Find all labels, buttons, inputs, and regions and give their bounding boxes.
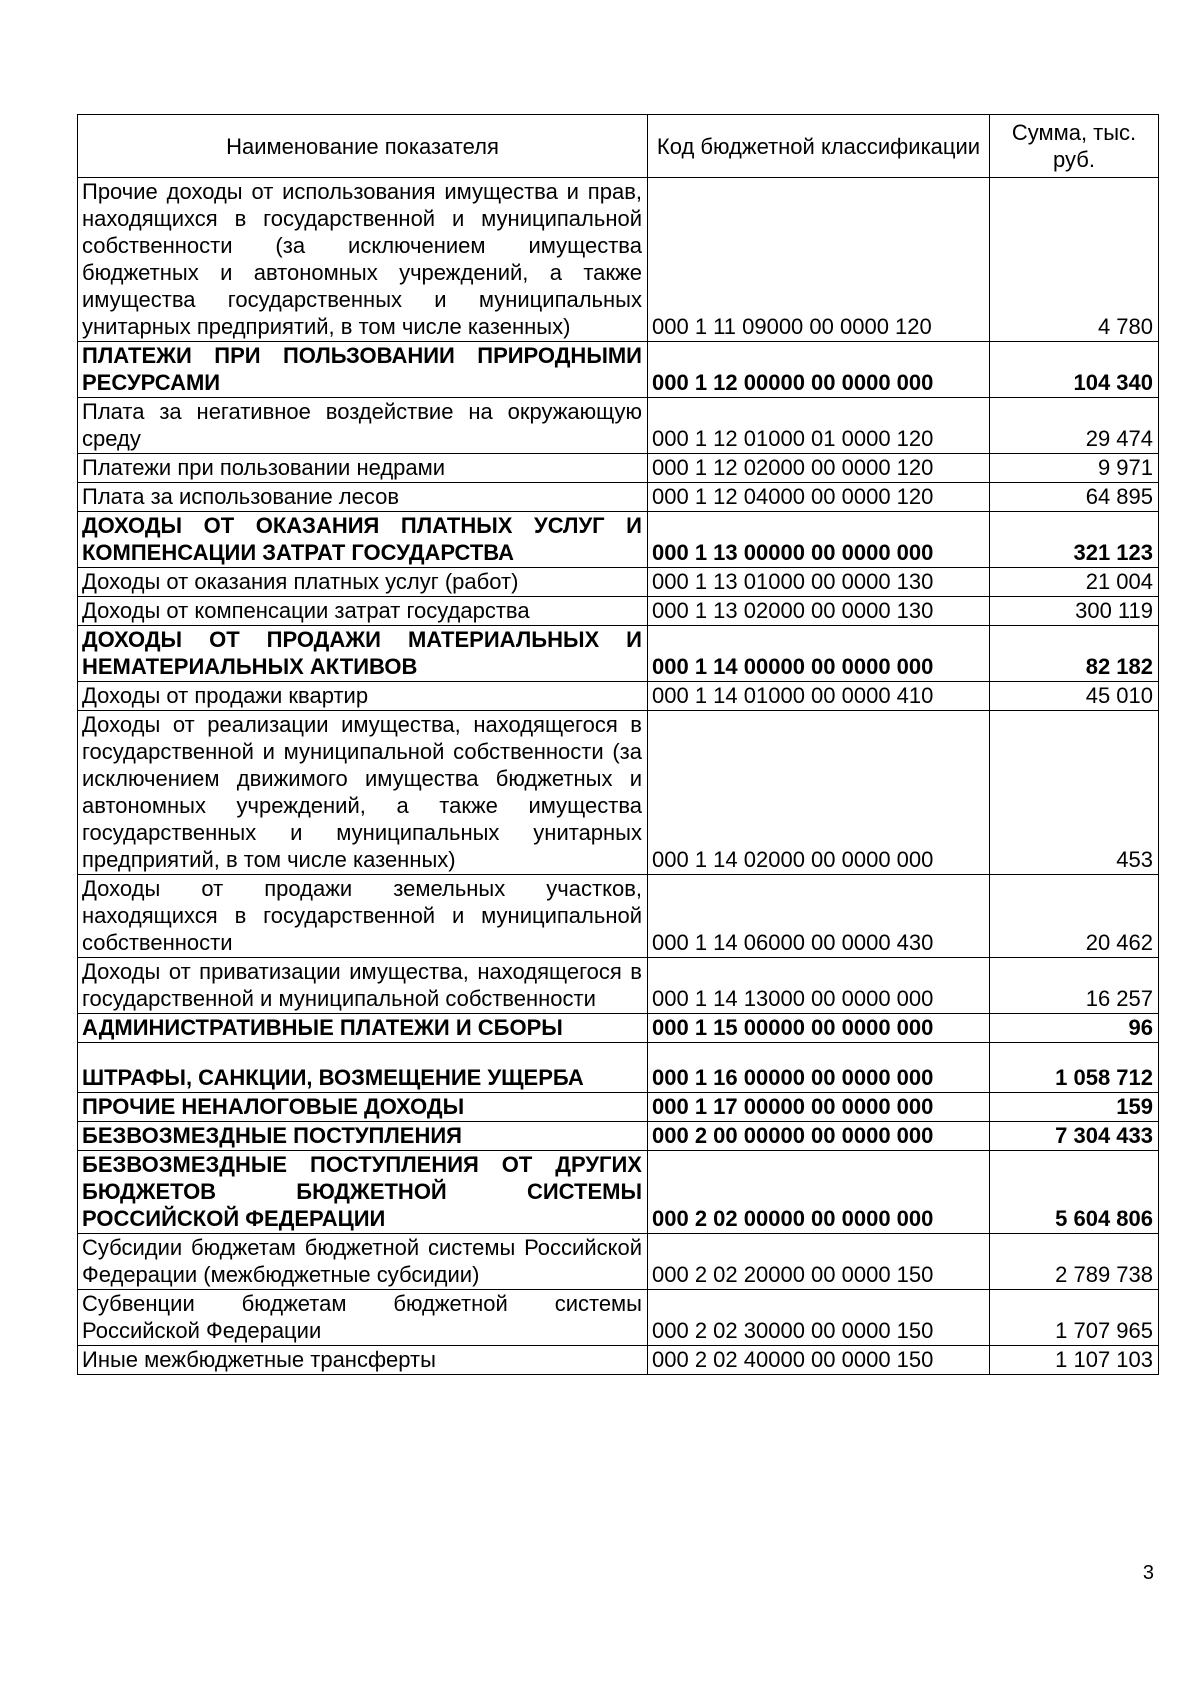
row-sum: 29 474 xyxy=(990,398,1159,454)
row-sum: 1 707 965 xyxy=(990,1290,1159,1346)
row-code: 000 1 13 02000 00 0000 130 xyxy=(648,597,990,626)
row-name: Доходы от продажи земельных участков, находящихся в государственной и муниципальной собственности xyxy=(78,875,648,958)
header-sum: Сумма, тыс. руб. xyxy=(990,115,1159,178)
row-code: 000 1 11 09000 00 0000 120 xyxy=(648,178,990,342)
row-sum: 1 058 712 xyxy=(990,1043,1159,1093)
table-row xyxy=(78,1093,1159,1122)
row-name: Иные межбюджетные трансферты xyxy=(78,1346,648,1375)
row-sum: 16 257 xyxy=(990,958,1159,1014)
table-row xyxy=(78,1151,1159,1234)
row-code: 000 1 17 00000 00 0000 000 xyxy=(648,1093,990,1122)
row-sum: 1 107 103 xyxy=(990,1346,1159,1375)
row-sum: 300 119 xyxy=(990,597,1159,626)
row-code: 000 1 14 13000 00 0000 000 xyxy=(648,958,990,1014)
row-name: Плата за использование лесов xyxy=(78,483,648,512)
row-name: ДОХОДЫ ОТ ОКАЗАНИЯ ПЛАТНЫХ УСЛУГ И КОМПЕНСАЦИИ ЗАТРАТ ГОСУДАРСТВА xyxy=(78,512,648,568)
table-row xyxy=(78,454,1159,483)
table-row xyxy=(78,1346,1159,1375)
row-name: Платежи при пользовании недрами xyxy=(78,454,648,483)
row-code: 000 1 14 01000 00 0000 410 xyxy=(648,682,990,711)
row-name: Плата за негативное воздействие на окружающую среду xyxy=(78,398,648,454)
row-code: 000 1 15 00000 00 0000 000 xyxy=(648,1014,990,1043)
table-row xyxy=(78,1234,1159,1290)
row-code: 000 1 14 06000 00 0000 430 xyxy=(648,875,990,958)
row-code: 000 1 12 02000 00 0000 120 xyxy=(648,454,990,483)
row-code: 000 2 02 00000 00 0000 000 xyxy=(648,1151,990,1234)
row-sum: 64 895 xyxy=(990,483,1159,512)
row-sum: 4 780 xyxy=(990,178,1159,342)
row-name: БЕЗВОЗМЕЗДНЫЕ ПОСТУПЛЕНИЯ ОТ ДРУГИХ БЮДЖЕТОВ БЮДЖЕТНОЙ СИСТЕМЫ РОССИЙСКОЙ ФЕДЕРАЦИИ xyxy=(78,1151,648,1234)
table-row xyxy=(78,178,1159,342)
row-code: 000 1 14 02000 00 0000 000 xyxy=(648,711,990,875)
row-code: 000 1 13 01000 00 0000 130 xyxy=(648,568,990,597)
row-name: Прочие доходы от использования имущества и прав, находящихся в государственной и муниципальной собственности (за исключением имущества бюджетных и автономных учреждений, а также имущества государственных и муниципальных унитарных предприятий, в том числе казенных) xyxy=(78,178,648,342)
row-name: ШТРАФЫ, САНКЦИИ, ВОЗМЕЩЕНИЕ УЩЕРБА xyxy=(78,1043,648,1093)
row-code: 000 1 12 00000 00 0000 000 xyxy=(648,342,990,398)
row-name: АДМИНИСТРАТИВНЫЕ ПЛАТЕЖИ И СБОРЫ xyxy=(78,1014,648,1043)
page-number: 3 xyxy=(1142,1562,1154,1584)
row-sum: 5 604 806 xyxy=(990,1151,1159,1234)
row-sum: 21 004 xyxy=(990,568,1159,597)
row-name: Субсидии бюджетам бюджетной системы Российской Федерации (межбюджетные субсидии) xyxy=(78,1234,648,1290)
table-row xyxy=(78,1122,1159,1151)
row-sum: 104 340 xyxy=(990,342,1159,398)
table-row xyxy=(78,483,1159,512)
row-sum: 453 xyxy=(990,711,1159,875)
table-row xyxy=(78,958,1159,1014)
row-name: ПЛАТЕЖИ ПРИ ПОЛЬЗОВАНИИ ПРИРОДНЫМИ РЕСУРСАМИ xyxy=(78,342,648,398)
row-name: Доходы от продажи квартир xyxy=(78,682,648,711)
row-name: Субвенции бюджетам бюджетной системы Российской Федерации xyxy=(78,1290,648,1346)
table-row xyxy=(78,875,1159,958)
row-sum: 82 182 xyxy=(990,626,1159,682)
table-row xyxy=(78,597,1159,626)
row-name: ПРОЧИЕ НЕНАЛОГОВЫЕ ДОХОДЫ xyxy=(78,1093,648,1122)
row-sum: 321 123 xyxy=(990,512,1159,568)
row-sum: 20 462 xyxy=(990,875,1159,958)
budget-table xyxy=(77,114,1159,1375)
row-code: 000 2 02 20000 00 0000 150 xyxy=(648,1234,990,1290)
table-row xyxy=(78,1290,1159,1346)
table-header-row xyxy=(78,115,1159,178)
row-name: ДОХОДЫ ОТ ПРОДАЖИ МАТЕРИАЛЬНЫХ И НЕМАТЕРИАЛЬНЫХ АКТИВОВ xyxy=(78,626,648,682)
table-row xyxy=(78,711,1159,875)
header-name: Наименование показателя xyxy=(78,115,648,178)
row-code: 000 2 02 30000 00 0000 150 xyxy=(648,1290,990,1346)
row-sum: 45 010 xyxy=(990,682,1159,711)
header-code: Код бюджетной классификации xyxy=(648,115,990,178)
table-row xyxy=(78,568,1159,597)
row-sum: 96 xyxy=(990,1014,1159,1043)
row-code: 000 2 02 40000 00 0000 150 xyxy=(648,1346,990,1375)
table-row xyxy=(78,682,1159,711)
row-name: Доходы от приватизации имущества, находящегося в государственной и муниципальной собственности xyxy=(78,958,648,1014)
row-code: 000 1 12 04000 00 0000 120 xyxy=(648,483,990,512)
table-row xyxy=(78,342,1159,398)
row-name: Доходы от реализации имущества, находящегося в государственной и муниципальной собственности (за исключением движимого имущества бюджетных и автономных учреждений, а также имущества государственных и муниципальных унитарных предприятий, в том числе казенных) xyxy=(78,711,648,875)
row-code: 000 2 00 00000 00 0000 000 xyxy=(648,1122,990,1151)
table-row xyxy=(78,398,1159,454)
table-row xyxy=(78,1043,1159,1093)
row-name: БЕЗВОЗМЕЗДНЫЕ ПОСТУПЛЕНИЯ xyxy=(78,1122,648,1151)
row-code: 000 1 16 00000 00 0000 000 xyxy=(648,1043,990,1093)
row-code: 000 1 14 00000 00 0000 000 xyxy=(648,626,990,682)
row-name: Доходы от компенсации затрат государства xyxy=(78,597,648,626)
table-row xyxy=(78,512,1159,568)
row-sum: 2 789 738 xyxy=(990,1234,1159,1290)
row-sum: 159 xyxy=(990,1093,1159,1122)
row-name: Доходы от оказания платных услуг (работ) xyxy=(78,568,648,597)
row-code: 000 1 12 01000 01 0000 120 xyxy=(648,398,990,454)
row-sum: 7 304 433 xyxy=(990,1122,1159,1151)
table-row xyxy=(78,1014,1159,1043)
row-sum: 9 971 xyxy=(990,454,1159,483)
table-row xyxy=(78,626,1159,682)
row-code: 000 1 13 00000 00 0000 000 xyxy=(648,512,990,568)
